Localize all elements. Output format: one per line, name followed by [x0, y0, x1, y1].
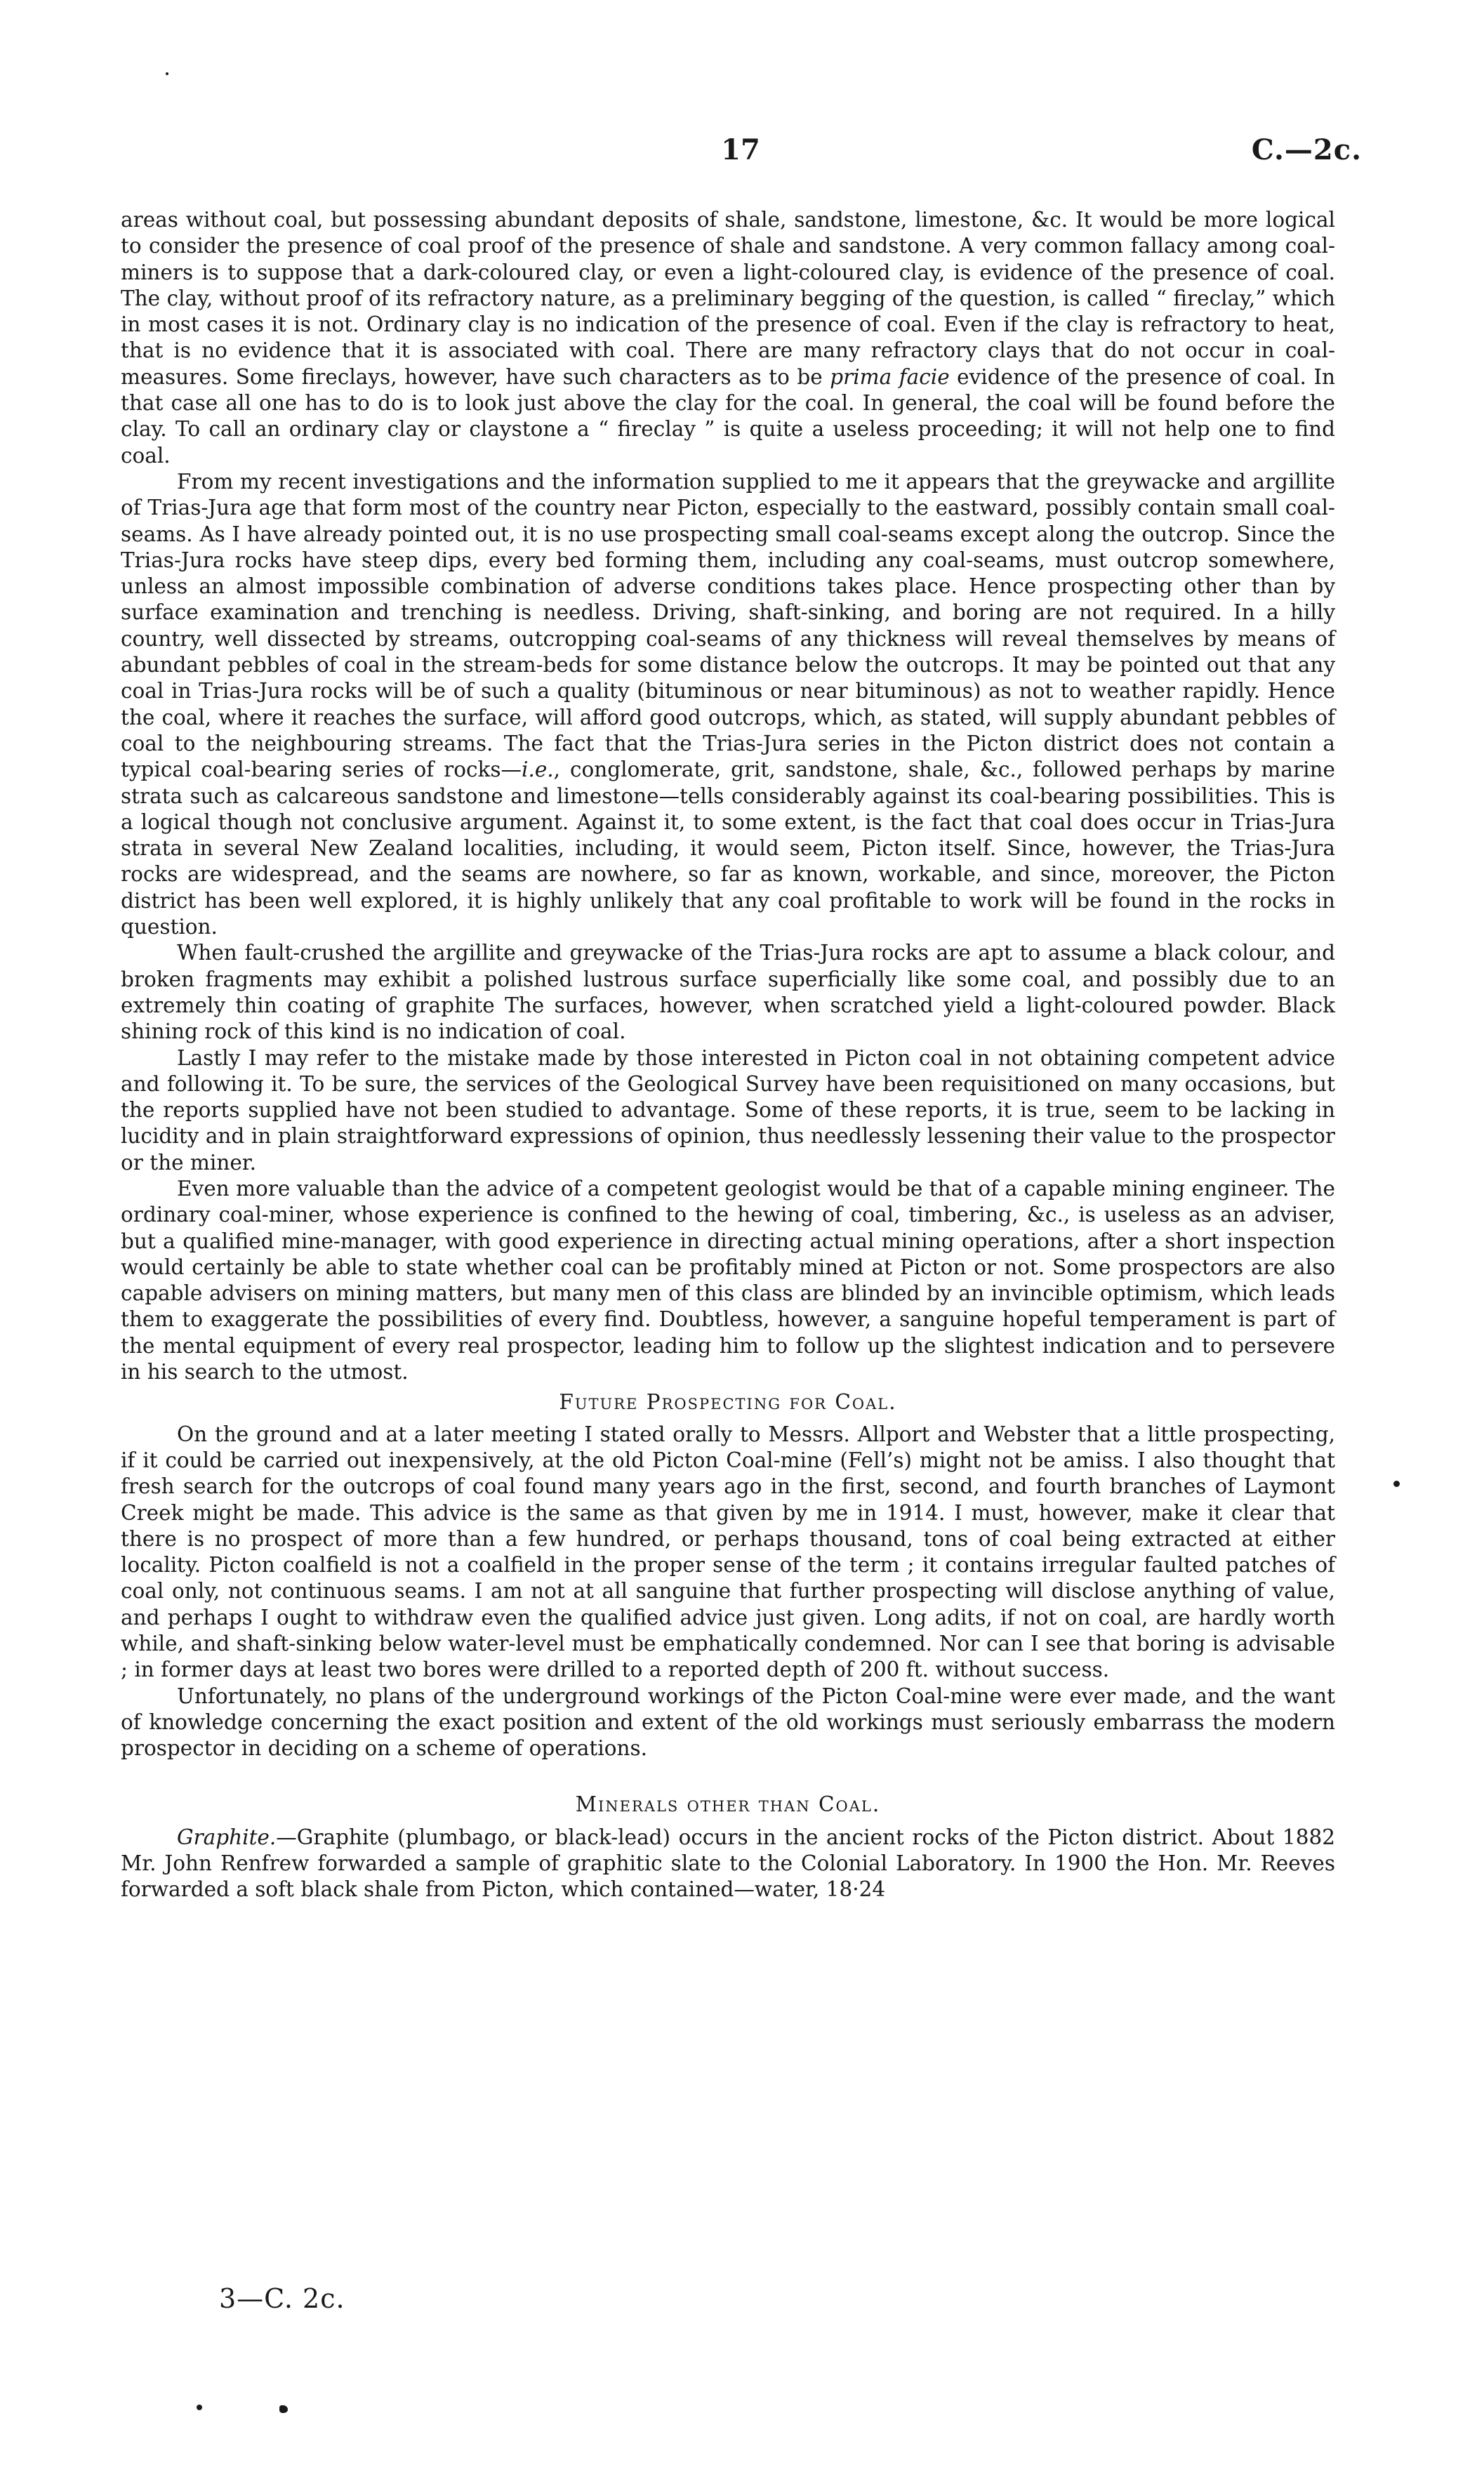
speck-mark: [166, 72, 168, 75]
paragraph: When fault-crushed the argillite and greywacke of the Trias-Jura rocks are apt to assume a black colour, and broken fragments may exhibit a polished lustrous surface superficially like some coal, and possibly due to an extremely thin coating of graphite The surfaces, however, when scratched yield a light-coloured powder. Black shining rock of this kind is no indication of coal.: [121, 941, 1335, 1044]
paragraph: On the ground and at a later meeting I stated orally to Messrs. Allport and Webster that a little prospecting, if it could be carried out inexpensively, at the old Picton Coal-mine (Fell’s) might not be amiss. I also thought that fresh search for the outcrops of coal found many years ago in the first, second, and fourth branches of Laymont Creek might be made. This advice is the same as that given by me in 1914. I must, however, make it clear that there is no prospect of more than a few hundred, or perhaps thousand, tons of coal being extracted at either locality. Picton coalfield is not a coalfield in the proper sense of the term ; it contains irregular faulted patches of coal only, not continuous seams. I am not at all sanguine that further prospecting will disclose anything of value, and perhaps I ought to withdraw even the qualified advice just given. Long adits, if not on coal, are hardly worth while, and shaft-sinking below water-level must be emphatically condemned. Nor can I see that boring is advisable ; in former days at least two bores were drilled to a reported depth of 200 ft. without success.: [121, 1422, 1335, 1682]
paragraph: [121, 1825, 1335, 1903]
speck-mark: [279, 2405, 288, 2413]
section-heading: Future Prospecting for Coal.: [559, 1390, 897, 1415]
text-run: areas without coal, but possessing abundant deposits of shale, sandstone, limestone, &c. It would be more logical to consider the presence of coal proof of the presence of shale and sandstone. A very common fallacy among coal-miners is to suppose that a dark-coloured clay, or even a light-coloured clay, is evidence of the presence of coal. The clay, without proof of its refractory nature, as a preliminary begging of the question, is called “ fireclay,” which in most cases it is not. Ordinary clay is no indication of the presence of coal. Even if the clay is refractory to heat, that is no evidence that it is associated with coal. There are many refractory clays that do not occur in coal-measures. Some fireclays, however, have such characters as to be: [121, 208, 1335, 389]
page-header: [119, 133, 1362, 176]
text-run: evidence of the presence of coal. In that case all one has to do is to look just above the clay for the coal. In general, the coal will be found before the clay. To call an ordinary clay or claystone a “ fireclay ” is quite a useless proceeding; it will not help one to find coal.: [121, 364, 1336, 468]
speck-mark: [197, 2405, 202, 2410]
italic-text: Graphite.: [177, 1825, 277, 1849]
paragraph: Unfortunately, no plans of the underground workings of the Picton Coal-mine were ever made, and the want of knowledge concerning the exact position and extent of the old workings must seriously embarrass the modern prospector in deciding on a scheme of operations.: [121, 1684, 1335, 1761]
body-text: [121, 207, 1335, 1903]
paragraph: [121, 469, 1335, 940]
text-run: From my recent investigations and the information supplied to me it appears that the greywacke and argillite of Trias-Jura age that form most of the country near Picton, especially to the eastward, possibly contain small coal-seams. As I have already pointed out, it is no use prospecting small coal-seams except along the outcrop. Since the Trias-Jura rocks have steep dips, every bed forming them, including any coal-seams, must outcrop somewhere, unless an almost impossible combination of adverse conditions takes place. Hence prospecting other than by surface examination and trenching is needless. Driving, shaft-sinking, and boring are not required. In a hilly country, well dissected by streams, outcropping coal-seams of any thickness will reveal themselves by means of abundant pebbles of coal in the stream-beds for some distance below the outcrops. It may be pointed out that any coal in Trias-Jura rocks will be of such a quality (bituminous or near bituminous) as not to weather rapidly. Hence the coal, where it reaches the surface, will afford good outcrops, which, as stated, will supply abundant pebbles of coal to the neighbouring streams. The fact that the Trias-Jura series in the Picton district does not contain a typical coal-bearing series of rocks—: [121, 469, 1335, 782]
paragraph: [121, 207, 1335, 469]
paragraph: Lastly I may refer to the mistake made by those interested in Picton coal in not obtaining competent advice and following it. To be sure, the services of the Geological Survey have been requisitioned on many occasions, but the reports supplied have not been studied to advantage. Some of these reports, it is true, seem to be lacking in lucidity and in plain straightforward expressions of opinion, thus needlessly lessening their value to the prospector or the miner.: [121, 1045, 1335, 1175]
margin-dot: [1393, 1481, 1400, 1487]
page-number: 17: [721, 133, 760, 166]
document-series-code: C.—2c.: [1251, 133, 1362, 166]
signature-mark: 3—C. 2c.: [219, 2283, 345, 2314]
section-heading: Minerals other than Coal.: [575, 1792, 881, 1816]
italic-text: prima facie: [830, 364, 950, 389]
italic-text: i.e.: [522, 758, 554, 782]
text-run: , conglomerate, grit, sandstone, shale, &c., followed perhaps by marine strata such as calcareous sandstone and limestone—tells considerably against its coal-bearing possibilities. This is a logical though not conclusive argument. Against it, to some extent, is the fact that coal does occur in Trias-Jura strata in several New Zealand localities, including, it would seem, Picton itself. Since, however, the Trias-Jura rocks are widespread, and the seams are nowhere, so far as known, workable, and since, moreover, the Picton district has been well explored, it is highly unlikely that any coal profitable to work will be found in the rocks in question.: [121, 758, 1335, 939]
paragraph: Even more valuable than the advice of a competent geologist would be that of a capable mining engineer. The ordinary coal-miner, whose experience is confined to the hewing of coal, timbering, &c., is useless as an adviser, but a qualified mine-manager, with good experience in directing actual mining operations, after a short inspection would certainly be able to state whether coal can be profitably mined at Picton or not. Some prospectors are also capable advisers on mining matters, but many men of this class are blinded by an invincible optimism, which leads them to exaggerate the possibilities of every find. Doubtless, however, a sanguine hopeful temperament is part of the mental equipment of every real prospector, leading him to follow up the slightest indication and to persevere in his search to the utmost.: [121, 1176, 1335, 1384]
text-run: —Graphite (plumbago, or black-lead) occurs in the ancient rocks of the Picton district. About 1882 Mr. John Renfrew forwarded a sample of graphitic slate to the Colonial Laboratory. In 1900 the Hon. Mr. Reeves forwarded a soft black shale from Picton, which contained—water, 18·24: [121, 1825, 1335, 1902]
